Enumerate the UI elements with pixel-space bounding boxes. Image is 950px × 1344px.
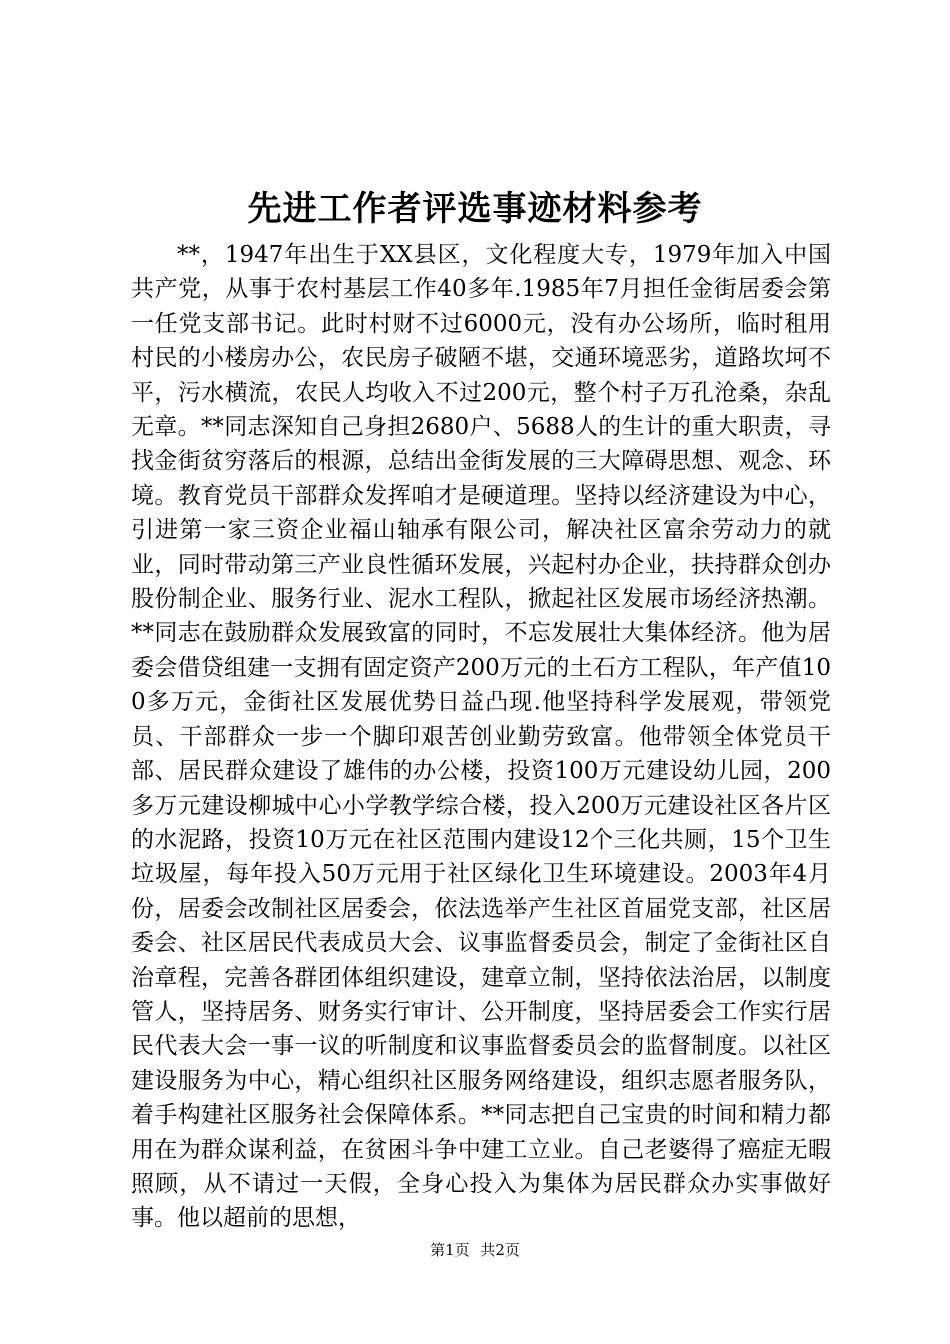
document-body-paragraph: **，1947年出生于XX县区，文化程度大专，1979年加入中国共产党，从事于农村基层工作40多年.1985年7月担任金街居委会第一任党支部书记。此时村财不过6000元，没有办公场所，临时租用村民的小楼房办公，农民房子破陋不堪，交通环境恶劣，道路坎坷不平，污水横流，农民人均收入不过200元，整个村子万孔沧桑，杂乱无章。**同志深知自己身担2680户、5688人的生计的重大职责，寻找金街贫穷落后的根源，总结出金街发展的三大障碍思想、观念、环境。教育党员干部群众发挥咱才是硬道理。坚持以经济建设为中心，引进第一家三资企业福山轴承有限公司，解决社区富余劳动力的就业，同时带动第三产业良性循环发展，兴起村办企业，扶持群众创办股份制企业、服务行业、泥水工程队，掀起社区发展市场经济热潮。**同志在鼓励群众发展致富的同时，不忘发展壮大集体经济。他为居委会借贷组建一支拥有固定资产200万元的土石方工程队，年产值100多万元，金街社区发展优势日益凸现.他坚持科学发展观，带领党员、干部群众一步一个脚印艰苦创业勤劳致富。他带领全体党员干部、居民群众建设了雄伟的办公楼，投资100万元建设幼儿园，200多万元建设柳城中心小学教学综合楼，投入200万元建设社区各片区的水泥路，投资10万元在社区范围内建设12个三化共厕，15个卫生垃圾屋，每年投入50万元用于社区绿化卫生环境建设。2003年4月份，居委会改制社区居委会，依法选举产生社区首届党支部，社区居委会、社区居民代表成员大会、议事监督委员会，制定了金街社区自治章程，完善各群团体组织建设，建章立制，坚持依法治居，以制度管人，坚持居务、财务实行审计、公开制度，坚持居委会工作实行居民代表大会一事一议的听制度和议事监督委员会的监督制度。以社区建设服务为中心，精心组织社区服务网络建设，组织志愿者服务队，着手构建社区服务社会保障体系。**同志把自己宝贵的时间和精力都用在为群众谋利益，在贫困斗争中建工立业。自己老婆得了癌症无暇照顾，从不请过一天假，全身心投入为集体为居民群众办实事做好事。他以超前的思想，: [131, 242, 831, 1232]
total-pages-label: 共2页: [480, 1241, 520, 1259]
current-page-label: 第1页: [430, 1241, 470, 1259]
page-footer: [0, 1240, 950, 1260]
document-title: 先进工作者评选事迹材料参考: [247, 189, 703, 229]
